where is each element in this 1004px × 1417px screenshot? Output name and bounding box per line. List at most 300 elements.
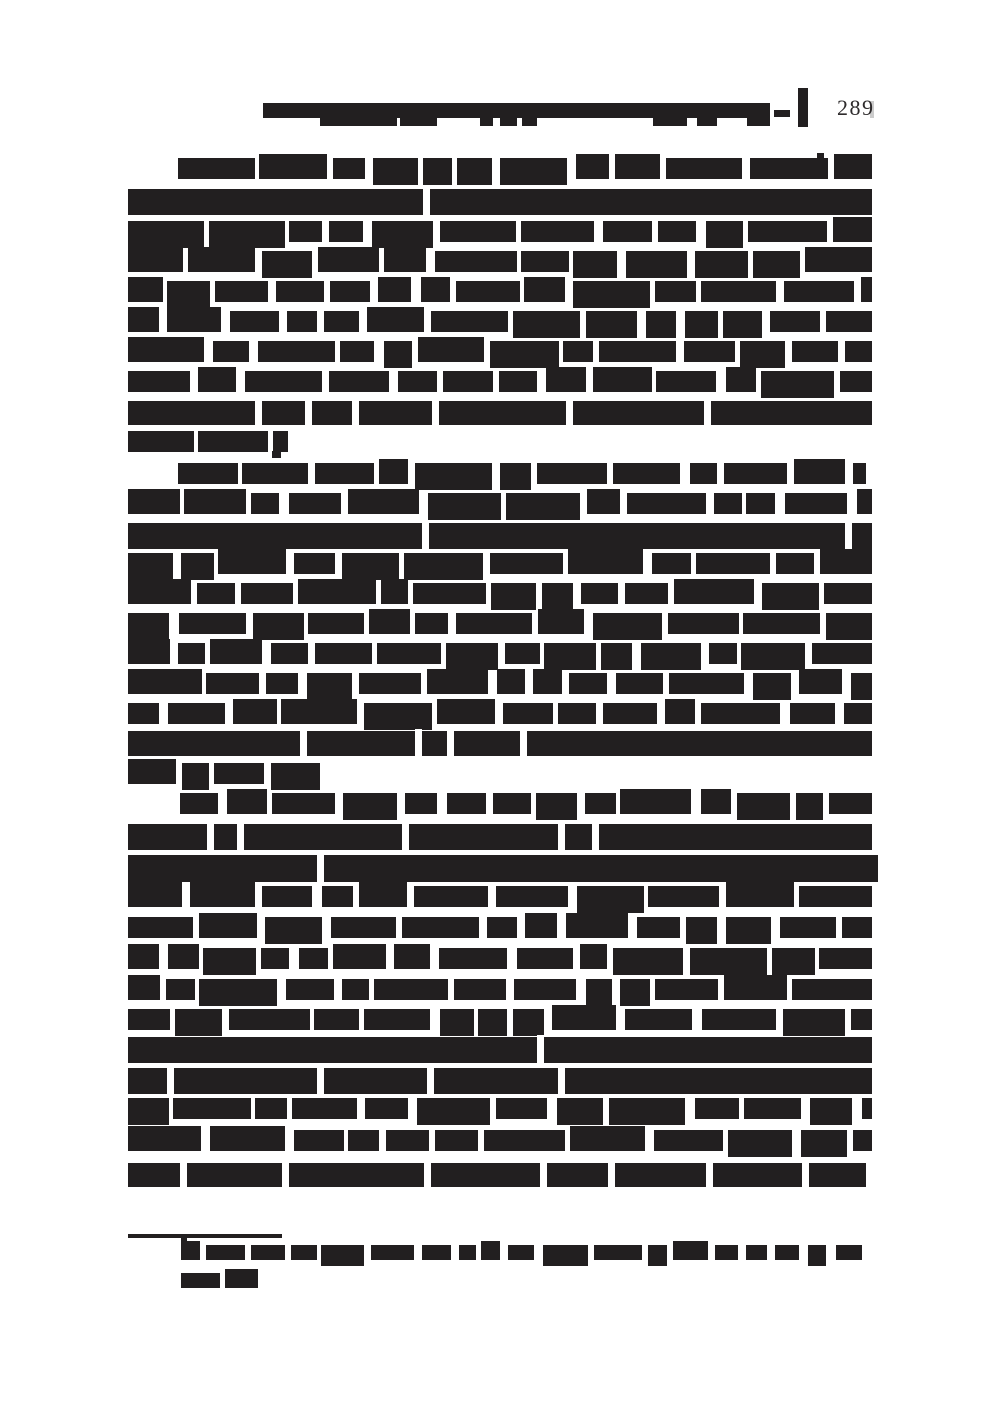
redacted-word: [842, 917, 872, 938]
redacted-word: [801, 1130, 846, 1157]
redacted-word: [794, 459, 845, 484]
redacted-word: [210, 1126, 285, 1151]
line-gap: [237, 822, 244, 852]
redacted-word: [398, 371, 437, 392]
redacted-word: [199, 979, 276, 1006]
redacted-word: [784, 281, 854, 302]
redacted-word: [744, 1098, 801, 1119]
redacted-word: [508, 1245, 534, 1260]
redacted-word: [367, 307, 424, 332]
redacted-word: [198, 431, 268, 452]
redacted-word: [404, 553, 484, 580]
redacted-word: [620, 979, 650, 1006]
redacted-word: [294, 553, 335, 574]
redacted-word: [440, 1009, 474, 1036]
redacted-word: [538, 609, 584, 634]
redacted-word: [524, 277, 566, 302]
redacted-word: [845, 341, 872, 362]
redacted-word: [666, 158, 742, 179]
redacted-word: [251, 1245, 285, 1260]
redacted-word: [422, 1245, 451, 1260]
redacted-word: [414, 886, 488, 907]
redacted-word: [435, 1130, 478, 1151]
redacted-word: [128, 975, 160, 1000]
redacted-word: [726, 367, 756, 392]
redacted-word: [820, 549, 872, 574]
redacted-word: [573, 281, 650, 308]
redacted-word: [379, 459, 408, 484]
redacted-word: [262, 251, 312, 278]
redacted-word: [514, 979, 576, 1000]
redacted-word: [199, 913, 256, 938]
redacted-word: [459, 1245, 476, 1260]
redacted-word: [281, 699, 356, 724]
redacted-word: [654, 1130, 723, 1151]
redacted-word: [844, 703, 872, 724]
redacted-word: [365, 1098, 408, 1119]
redacted-word: [128, 553, 173, 580]
line-gap: [540, 1161, 547, 1189]
redacted-word: [536, 793, 577, 820]
redacted-word: [314, 1009, 359, 1030]
redacted-word: [613, 463, 680, 484]
redacted-word: [521, 251, 569, 272]
redacted-word: [454, 979, 506, 1000]
redacted-word: [609, 1098, 685, 1125]
line-gap: [167, 1066, 174, 1096]
redacted-word: [198, 367, 235, 392]
redacted-word: [577, 886, 644, 913]
redacted-word: [167, 281, 210, 308]
redacted-word: [343, 793, 397, 820]
redacted-word: [490, 341, 559, 368]
redacted-word: [227, 789, 268, 814]
redacted-word: [308, 613, 363, 634]
redacted-word: [656, 371, 715, 392]
redacted-word: [513, 1009, 544, 1036]
redacted-word: [625, 1009, 692, 1030]
line-gap: [300, 729, 307, 758]
redacted-word: [253, 613, 304, 640]
redacted-word: [233, 699, 277, 724]
line-gap: [566, 399, 573, 427]
redacted-word: [701, 281, 776, 302]
redacted-word: [128, 489, 180, 514]
redacted-word: [576, 154, 609, 179]
redacted-word: [780, 917, 836, 938]
redacted-word: [673, 1241, 708, 1260]
redacted-word: [695, 251, 748, 278]
redacted-word: [862, 1098, 872, 1119]
redacted-word: [225, 1269, 258, 1288]
redacted-word: [702, 1009, 777, 1030]
running-header-dash: [774, 110, 790, 117]
redacted-word: [853, 1130, 872, 1151]
redacted-word: [641, 643, 701, 670]
redacted-word: [829, 793, 872, 814]
redacted-word: [861, 277, 872, 302]
redacted-word: [437, 699, 495, 724]
redacted-word: [481, 1241, 499, 1260]
line-gap: [608, 1161, 615, 1189]
redacted-word: [272, 793, 334, 814]
redacted-word: [799, 669, 842, 694]
redacted-word: [826, 311, 872, 332]
redacted-word: [413, 583, 486, 604]
redacted-line: [128, 523, 872, 549]
redacted-word: [799, 886, 872, 907]
redacted-word: [775, 1245, 799, 1260]
redacted-word: [167, 307, 221, 332]
redacted-word: [330, 281, 371, 302]
redacted-word: [128, 1009, 170, 1030]
line-gap: [282, 1161, 289, 1189]
redacted-word: [493, 793, 532, 814]
running-header-descender: [400, 117, 437, 126]
redacted-word: [255, 1098, 286, 1119]
redacted-word: [178, 158, 255, 179]
redacted-word: [215, 281, 268, 302]
running-header-descender: [480, 117, 493, 126]
redacted-word: [289, 221, 322, 242]
redacted-word: [373, 158, 418, 185]
ink-speck: [817, 153, 824, 160]
redacted-word: [513, 311, 580, 338]
redacted-word: [175, 1009, 221, 1036]
redacted-word: [181, 1273, 220, 1288]
redacted-word: [203, 948, 256, 975]
redacted-word: [517, 948, 573, 969]
line-gap: [305, 399, 312, 427]
redacted-word: [652, 553, 691, 574]
redacted-word: [792, 979, 872, 1000]
redacted-word: [808, 1245, 826, 1266]
redacted-word: [669, 673, 744, 694]
redacted-word: [128, 337, 204, 362]
redacted-word: [706, 221, 743, 248]
redacted-word: [381, 579, 408, 604]
running-header-descender: [653, 117, 687, 126]
page-number: 289: [837, 95, 875, 120]
redacted-word: [805, 247, 872, 272]
redacted-word: [496, 886, 568, 907]
redacted-word: [128, 613, 169, 640]
redacted-word: [552, 1005, 616, 1030]
redacted-word: [359, 882, 407, 907]
redacted-word: [405, 793, 437, 814]
redacted-word: [128, 277, 163, 302]
redacted-word: [329, 371, 389, 392]
line-gap: [558, 822, 565, 852]
redacted-word: [557, 1098, 603, 1125]
line-gap: [447, 729, 454, 758]
line-gap: [423, 187, 430, 217]
redacted-word: [331, 917, 397, 938]
line-gap: [520, 729, 527, 758]
redacted-word: [603, 703, 658, 724]
redacted-word: [696, 553, 770, 574]
redacted-line: [128, 401, 872, 425]
redacted-word: [503, 703, 553, 724]
line-gap: [415, 729, 422, 758]
redacted-word: [741, 643, 805, 670]
redacted-word: [402, 917, 479, 938]
redacted-word: [490, 553, 563, 574]
redacted-word: [478, 1009, 506, 1036]
redacted-word: [658, 221, 696, 242]
redacted-word: [792, 341, 838, 362]
redacted-word: [456, 613, 532, 634]
redacted-word: [342, 553, 399, 580]
line-gap: [255, 399, 262, 427]
redacted-word: [701, 703, 780, 724]
redacted-word: [613, 948, 683, 975]
redacted-word: [616, 673, 663, 694]
redacted-word: [431, 311, 508, 332]
redacted-word: [209, 221, 285, 248]
ink-speck: [272, 451, 281, 458]
line-gap: [432, 399, 439, 427]
redacted-word: [128, 1098, 169, 1125]
redacted-word: [418, 337, 484, 362]
redacted-word: [299, 948, 328, 969]
redacted-word: [197, 583, 235, 604]
redacted-word: [265, 917, 322, 944]
redacted-word: [333, 944, 387, 969]
redacted-word: [836, 1245, 862, 1260]
redacted-word: [271, 763, 320, 790]
redacted-word: [819, 948, 872, 969]
line-gap: [427, 1066, 434, 1096]
redacted-word: [537, 463, 607, 484]
redacted-word: [251, 493, 279, 514]
line-gap: [352, 399, 359, 427]
line-gap: [180, 1161, 187, 1189]
redacted-word: [294, 1130, 344, 1151]
redacted-word: [128, 639, 170, 664]
redacted-word: [456, 281, 520, 302]
redacted-word: [637, 917, 681, 938]
redacted-word: [315, 643, 373, 664]
redacted-word: [286, 979, 334, 1000]
redacted-word: [178, 463, 238, 484]
redacted-word: [586, 311, 637, 338]
redacted-word: [181, 553, 214, 580]
redacted-word: [128, 371, 190, 392]
redacted-word: [796, 793, 823, 820]
redacted-word: [776, 553, 814, 574]
redacted-word: [166, 979, 195, 1000]
running-header-descender: [697, 117, 717, 126]
redacted-word: [824, 583, 872, 604]
redacted-word: [812, 643, 872, 664]
redacted-word: [378, 277, 412, 302]
redacted-line: [128, 1163, 866, 1187]
line-gap: [317, 853, 324, 884]
redacted-word: [262, 886, 312, 907]
redacted-word: [500, 158, 567, 185]
redacted-word: [857, 489, 872, 514]
redacted-word: [573, 251, 618, 278]
running-header-descender: [747, 117, 770, 126]
redacted-word: [593, 613, 662, 640]
redacted-line: [128, 855, 878, 882]
redacted-word: [421, 277, 450, 302]
redacted-word: [724, 975, 787, 1000]
redacted-word: [762, 583, 819, 610]
redacted-word: [714, 493, 742, 514]
redacted-word: [648, 886, 719, 907]
redacted-word: [369, 609, 410, 634]
redacted-word: [505, 643, 539, 664]
redacted-word: [384, 247, 426, 272]
redacted-word: [258, 341, 334, 362]
redacted-word: [428, 493, 500, 520]
redacted-word: [648, 1245, 668, 1266]
redacted-word: [128, 579, 191, 604]
redacted-word: [726, 917, 771, 944]
redacted-word: [685, 311, 718, 338]
redacted-word: [668, 613, 738, 634]
redacted-line: [128, 731, 872, 756]
redacted-word: [206, 1245, 245, 1260]
redacted-word: [371, 1245, 414, 1260]
redacted-word: [594, 1245, 642, 1260]
redacted-word: [206, 673, 259, 694]
redacted-word: [690, 463, 717, 484]
redacted-word: [364, 1009, 430, 1030]
redacted-word: [180, 793, 218, 814]
header-divider-rule: [798, 88, 808, 127]
redacted-word: [709, 643, 737, 664]
redacted-word: [563, 341, 593, 362]
footnote-separator-rule: [128, 1234, 282, 1238]
redacted-word: [457, 158, 492, 185]
redacted-word: [746, 493, 775, 514]
redacted-word: [546, 367, 586, 392]
redacted-word: [446, 643, 498, 670]
running-header-descender: [500, 117, 517, 126]
redacted-word: [384, 341, 411, 368]
redacted-word: [372, 221, 433, 248]
running-header-descender: [522, 117, 537, 126]
ink-speck: [181, 1236, 187, 1245]
redacted-word: [292, 1098, 357, 1119]
redacted-word: [447, 793, 486, 814]
redacted-word: [626, 251, 688, 278]
redacted-word: [348, 1130, 379, 1151]
redacted-word: [182, 763, 209, 790]
line-gap: [424, 1161, 431, 1189]
redacted-word: [423, 158, 452, 185]
redacted-word: [386, 1130, 429, 1151]
line-gap: [592, 822, 599, 852]
redacted-word: [322, 886, 354, 907]
redacted-word: [543, 1245, 588, 1266]
redacted-word: [625, 583, 669, 604]
redacted-word: [128, 221, 204, 248]
redacted-word: [333, 158, 365, 179]
redacted-word: [173, 1098, 251, 1119]
redacted-line: [128, 189, 872, 215]
redacted-line: [128, 1068, 872, 1094]
redacted-word: [342, 979, 369, 1000]
redacted-word: [506, 493, 580, 520]
redacted-word: [321, 1245, 364, 1266]
redacted-word: [497, 669, 524, 694]
line-gap: [537, 1035, 544, 1065]
redacted-word: [487, 917, 517, 938]
redacted-word: [443, 371, 493, 392]
redacted-word: [190, 882, 256, 907]
redacted-word: [128, 882, 182, 907]
redacted-word: [544, 643, 595, 670]
redacted-word: [521, 221, 595, 242]
line-gap: [207, 822, 214, 852]
redacted-word: [318, 247, 379, 272]
redacted-word: [242, 463, 308, 484]
redacted-word: [128, 944, 159, 969]
redacted-word: [435, 251, 517, 272]
redacted-word: [273, 431, 288, 452]
redacted-word: [724, 463, 787, 484]
redacted-word: [128, 307, 159, 332]
redacted-word: [496, 1098, 547, 1119]
redacted-word: [593, 367, 652, 392]
redacted-word: [785, 493, 847, 514]
redacted-word: [646, 311, 676, 338]
redacted-word: [499, 371, 537, 392]
redacted-word: [655, 979, 718, 1000]
redacted-word: [627, 493, 705, 514]
redacted-word: [615, 154, 660, 179]
redacted-word: [168, 703, 225, 724]
redacted-word: [440, 221, 517, 242]
redacted-word: [810, 1098, 853, 1125]
redacted-word: [746, 1245, 768, 1260]
redacted-word: [210, 639, 262, 664]
redacted-word: [241, 583, 293, 604]
redacted-word: [740, 341, 785, 368]
redacted-word: [620, 789, 691, 814]
redacted-word: [726, 882, 793, 907]
redacted-word: [686, 917, 717, 944]
redacted-word: [761, 371, 834, 398]
redacted-word: [674, 579, 755, 604]
redacted-word: [128, 759, 176, 784]
redacted-word: [377, 643, 441, 664]
redacted-word: [427, 669, 488, 694]
redacted-word: [261, 948, 289, 969]
redacted-word: [188, 247, 254, 272]
redacted-word: [585, 793, 615, 814]
redacted-word: [723, 311, 763, 338]
redacted-word: [542, 583, 572, 610]
redacted-word: [128, 1126, 201, 1151]
redacted-word: [586, 979, 612, 1006]
line-gap: [845, 521, 852, 551]
redacted-word: [840, 371, 872, 392]
redacted-word: [570, 1126, 645, 1151]
line-gap: [422, 521, 429, 551]
redacted-word: [298, 579, 377, 604]
redacted-word: [359, 673, 421, 694]
redacted-word: [415, 463, 492, 490]
redacted-word: [287, 311, 317, 332]
redacted-word: [743, 613, 820, 634]
line-gap: [802, 1161, 809, 1189]
redacted-word: [851, 673, 872, 700]
